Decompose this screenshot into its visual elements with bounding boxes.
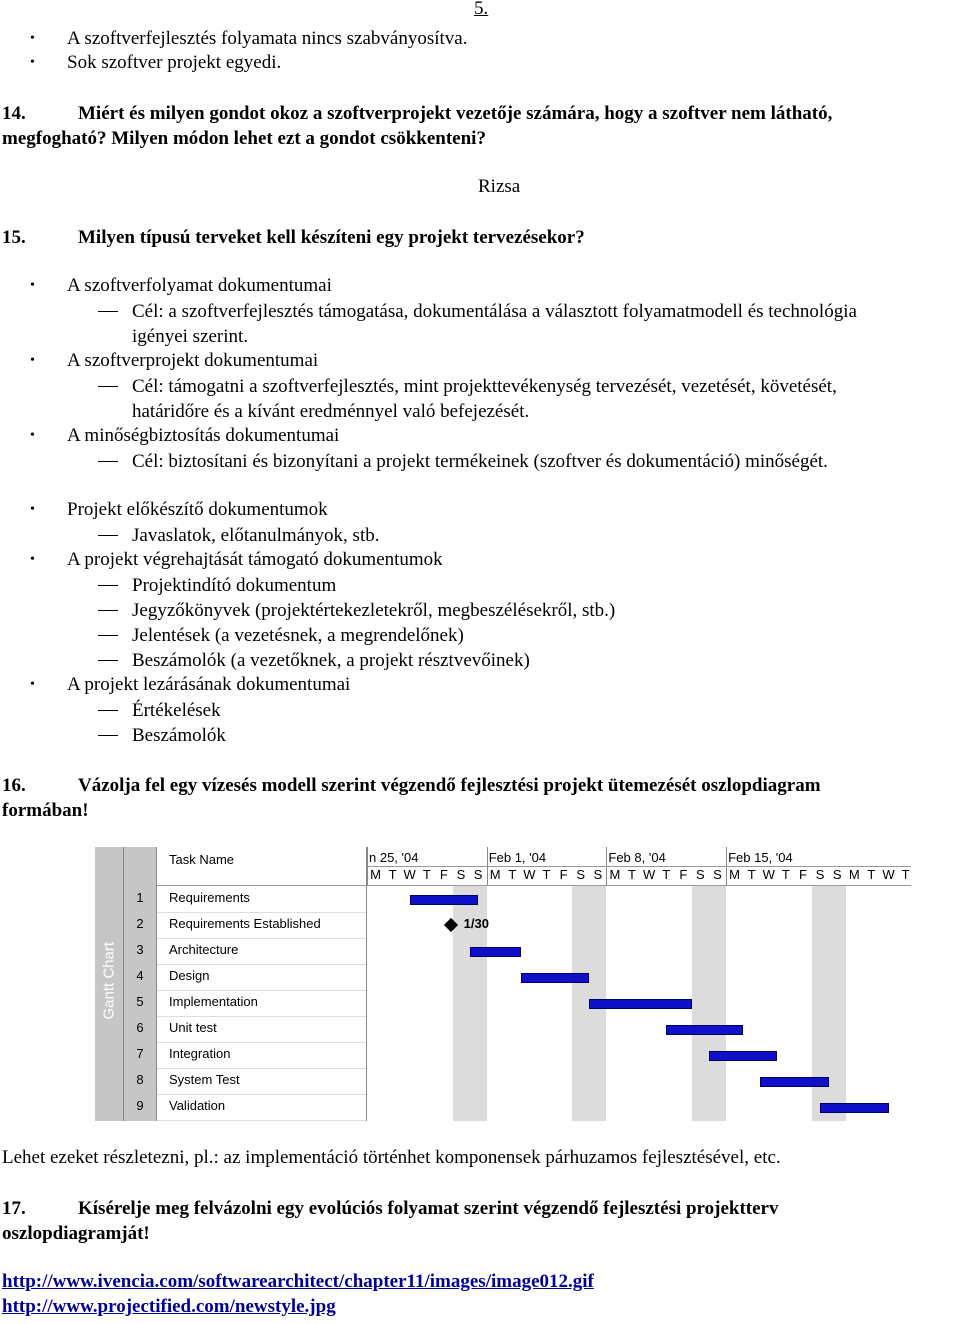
row-divider	[157, 1120, 367, 1121]
bullet-icon: •	[30, 31, 35, 46]
dash-icon	[98, 535, 118, 536]
row-divider	[157, 964, 367, 965]
task-id: 1	[136, 890, 144, 905]
gantt-timeline	[366, 847, 911, 1121]
day-letter: T	[662, 867, 671, 882]
bullet-icon: •	[30, 502, 35, 517]
day-letter: T	[901, 867, 910, 882]
row-divider	[157, 990, 367, 991]
day-letter: T	[747, 867, 756, 882]
task-bar	[760, 1077, 828, 1087]
question-15: 15. Milyen típusú terveket kell készíteni egy projekt tervezésekor?	[2, 227, 585, 248]
day-letter: S	[456, 867, 466, 882]
header-divider	[367, 885, 911, 886]
question-14-cont: megfogható? Milyen módon lehet ezt a gondot csökkenteni?	[2, 128, 486, 149]
header-divider	[157, 885, 367, 886]
dash-icon	[98, 635, 118, 636]
dash-icon	[98, 585, 118, 586]
task-name: Implementation	[169, 994, 258, 1009]
page-number: 5.	[474, 0, 489, 19]
task-id: 6	[136, 1020, 144, 1035]
gantt-chart-image	[95, 847, 911, 1121]
day-letter: F	[559, 867, 568, 882]
dash-icon	[98, 710, 118, 711]
week-header: Feb 8, '04	[608, 850, 666, 865]
task-bar	[521, 973, 589, 983]
day-letter: T	[867, 867, 876, 882]
task-name-header: Task Name	[169, 852, 235, 867]
dash-icon	[98, 461, 118, 462]
week-header: Feb 1, '04	[488, 850, 547, 865]
task-bar	[589, 999, 692, 1009]
day-letter: M	[729, 867, 741, 882]
row-divider	[157, 1094, 367, 1095]
day-letter: W	[403, 867, 416, 882]
question-17-cont: oszlopdiagramját!	[2, 1223, 150, 1244]
day-letter: W	[882, 867, 895, 882]
day-letter: W	[762, 867, 775, 882]
task-name: Requirements	[169, 890, 250, 905]
question-16-cont: formában!	[2, 800, 89, 821]
weekend-shade	[692, 885, 726, 1121]
task-id: 2	[136, 916, 144, 931]
day-letter: W	[642, 867, 656, 882]
task-name: Unit test	[169, 1020, 217, 1035]
day-letter: S	[713, 867, 722, 882]
link-newstyle[interactable]: http://www.projectified.com/newstyle.jpg	[2, 1296, 336, 1317]
day-letter: F	[799, 867, 807, 882]
dash-icon	[98, 386, 118, 387]
author-name: Rizsa	[478, 176, 521, 197]
task-id: 4	[136, 968, 144, 983]
day-letter: M	[370, 867, 381, 882]
day-letter: W	[523, 867, 536, 882]
week-header: n 25, '04	[369, 850, 419, 865]
day-letter: M	[489, 867, 501, 882]
bullet-icon: •	[30, 677, 35, 692]
day-letter: F	[439, 867, 448, 882]
row-divider	[157, 1016, 367, 1017]
link-image012[interactable]: http://www.ivencia.com/softwarearchitect/chapter11/images/image012.gif	[2, 1271, 594, 1292]
dash-icon	[98, 610, 118, 611]
task-bar	[820, 1103, 888, 1113]
task-name: Architecture	[169, 942, 239, 957]
dash-icon	[98, 311, 118, 312]
bullet-icon: •	[30, 55, 35, 70]
question-16: 16. Vázolja fel egy vízesés modell szerint végzendő fejlesztési projekt ütemezését oszlopdiagram	[2, 775, 821, 796]
bullet-icon: •	[30, 428, 35, 443]
gantt-side-label: Gantt Chart	[100, 941, 118, 1020]
note-text: Lehet ezeket részletezni, pl.: az implementáció történhet komponensek párhuzamos fejlesztésével, etc.	[2, 1147, 781, 1168]
day-letter: T	[388, 867, 397, 882]
task-id: 8	[136, 1072, 144, 1087]
day-letter: S	[576, 867, 586, 882]
gantt-id-column	[124, 847, 156, 1121]
task-name: Requirements Established	[169, 916, 321, 931]
day-letter: T	[781, 867, 790, 882]
day-letter: T	[508, 867, 517, 882]
day-letter: F	[679, 867, 688, 882]
day-letter: T	[422, 867, 431, 882]
task-id: 7	[136, 1046, 144, 1061]
bullet-icon: •	[30, 353, 35, 368]
bullet-icon: •	[30, 552, 35, 567]
task-id: 9	[136, 1098, 144, 1113]
day-letter: M	[848, 867, 860, 882]
task-name: Validation	[169, 1098, 226, 1113]
bullet-icon: •	[30, 278, 35, 293]
row-divider	[157, 938, 367, 939]
row-divider	[157, 1068, 367, 1069]
task-id: 3	[136, 942, 144, 957]
day-letter: T	[542, 867, 551, 882]
gantt-side-panel	[95, 847, 124, 1121]
task-bar	[470, 947, 521, 957]
dash-icon	[98, 660, 118, 661]
row-divider	[157, 1042, 367, 1043]
task-bar	[709, 1051, 777, 1061]
day-letter: S	[815, 867, 825, 882]
task-name: Integration	[169, 1046, 231, 1061]
day-letter: T	[628, 867, 636, 882]
question-17: 17. Kísérelje meg felvázolni egy evolúciós folyamat szerint végzendő fejlesztési projektterv	[2, 1198, 779, 1219]
task-id: 5	[136, 994, 144, 1009]
day-letter: S	[832, 867, 842, 882]
week-header: Feb 15, '04	[728, 850, 793, 865]
day-letter: M	[609, 867, 621, 882]
task-name: Design	[169, 968, 210, 983]
dash-icon	[98, 735, 118, 736]
milestone-label: 1/30	[463, 916, 489, 931]
day-letter: S	[473, 867, 483, 882]
gantt-name-column	[156, 847, 367, 1121]
day-letter: S	[696, 867, 705, 882]
day-letter: S	[593, 867, 603, 882]
task-bar	[410, 895, 478, 905]
task-bar	[666, 1025, 743, 1035]
task-name: System Test	[169, 1072, 240, 1087]
question-14: 14. Miért és milyen gondot okoz a szoftverprojekt vezetője számára, hogy a szoftver nem látható,	[2, 103, 833, 124]
row-divider	[157, 912, 367, 913]
